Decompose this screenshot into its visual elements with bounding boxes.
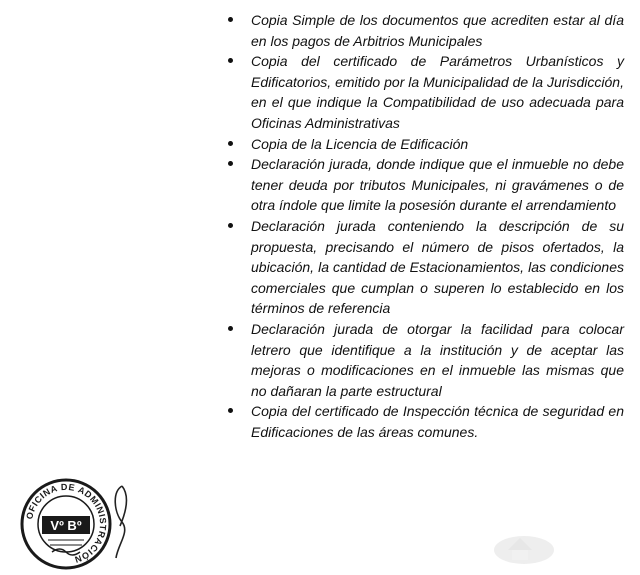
signature-icon [108, 482, 134, 562]
requirement-text: Declaración jurada conteniendo la descripción de su propuesta, precisando el número de pisos ofertados, la ubicación, la cantidad de Estacionamientos, las condiciones comerciales que cumplan o superen lo establecido en los términos de referencia [251, 217, 624, 317]
watermark-icon [488, 520, 558, 568]
bullet-icon [228, 17, 233, 22]
bullet-icon [228, 326, 233, 331]
bullet-icon [228, 161, 233, 166]
list-item [226, 134, 624, 155]
requirement-text: Copia del certificado de Parámetros Urbanísticos y Edificatorios, emitido por la Municipalidad de la Jurisdicción, en el que indique la Compatibilidad de uso adecuada para Oficinas Administrativas [251, 53, 624, 131]
bullet-icon [228, 58, 233, 63]
requirement-text: Declaración jurada de otorgar la facilidad para colocar letrero que identifique a la institución y de aceptar las mejoras o modificaciones en el inmueble las mismas que no dañaran la parte estructural [251, 320, 624, 399]
list-item [226, 10, 624, 51]
requirements-list [226, 10, 624, 442]
list-item [226, 319, 624, 401]
bullet-icon [228, 141, 233, 146]
requirement-text: Copia del certificado de Inspección técnica de seguridad en Edificaciones de las áreas comunes. [251, 403, 624, 440]
stamp-ring-text: OFICINA DE ADMINISTRACIÓN [24, 481, 109, 565]
requirement-text: Copia de la Licencia de Edificación [251, 135, 469, 152]
requirement-text: Copia Simple de los documentos que acrediten estar al día en los pagos de Arbitrios Municipales [251, 12, 624, 49]
list-item [226, 401, 624, 442]
stamp-center-text: Vº Bº [50, 518, 82, 533]
office-stamp-icon [20, 478, 112, 570]
bullet-icon [228, 408, 233, 413]
list-item [226, 154, 624, 216]
list-item [226, 51, 624, 133]
bullet-icon [228, 223, 233, 228]
requirement-text: Declaración jurada, donde indique que el inmueble no debe tener deuda por tributos Municipales, ni gravámenes o de otra índole que limite la posesión durante el arrendamiento [251, 156, 624, 214]
list-item [226, 216, 624, 319]
